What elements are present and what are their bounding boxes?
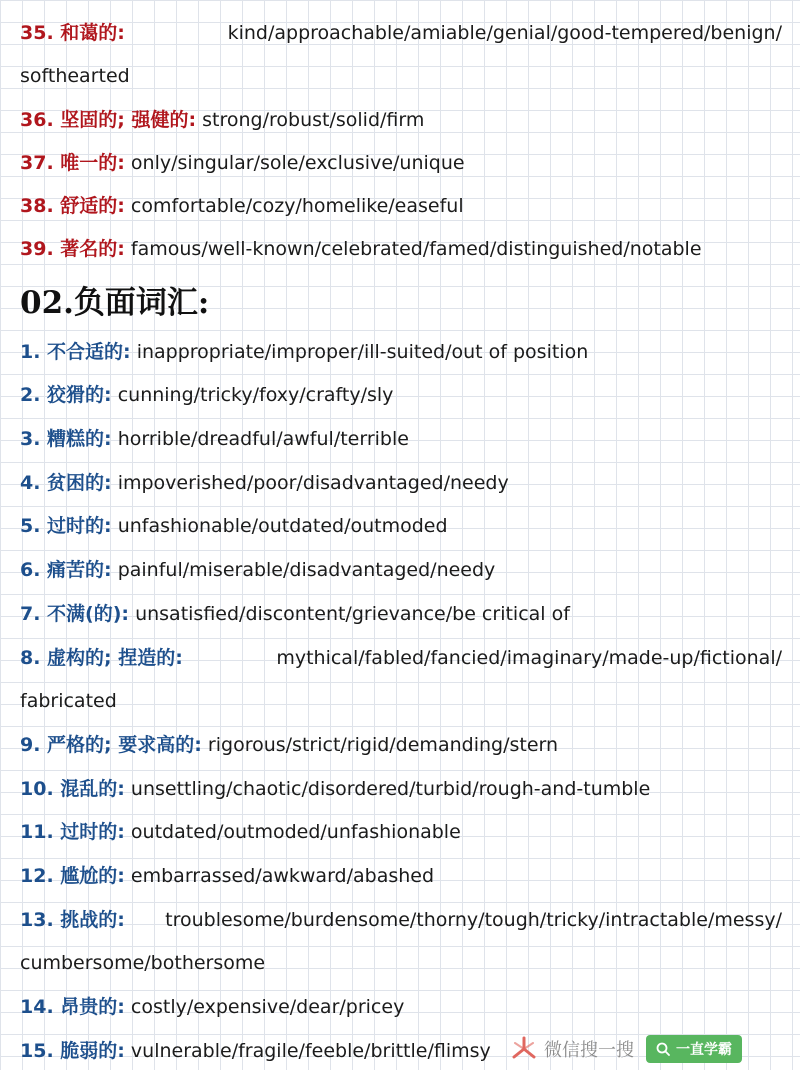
entry-words: costly/expensive/dear/pricey: [130, 996, 405, 1018]
entry-continuation: cumbersome/bothersome: [20, 952, 266, 974]
entry-words: horrible/dreadful/awful/terrible: [117, 428, 409, 450]
entry-words: only/singular/sole/exclusive/unique: [130, 152, 465, 174]
entry-words: strong/robust/solid/firm: [202, 109, 425, 131]
entry-label: 6. 痛苦的:: [20, 559, 112, 581]
negative-entry-3: [20, 428, 782, 450]
negative-entry-5: [20, 515, 782, 537]
positive-entry-35: [20, 22, 782, 87]
positive-entry-36: [20, 109, 782, 131]
entry-label: 14. 昂贵的:: [20, 996, 125, 1018]
positive-entry-39: [20, 238, 782, 260]
wechat-search-text: 微信搜一搜: [544, 1040, 634, 1061]
negative-entry-7: [20, 603, 782, 625]
negative-entry-13: [20, 909, 782, 974]
entry-label: 38. 舒适的:: [20, 195, 125, 217]
negative-entry-12: [20, 865, 782, 887]
negative-entry-6: [20, 559, 782, 581]
entry-words: painful/miserable/disadvantaged/needy: [117, 559, 496, 581]
entry-words: impoverished/poor/disadvantaged/needy: [117, 472, 509, 494]
entry-label: 10. 混乱的:: [20, 778, 125, 800]
section-heading: 02.负面词汇:: [20, 285, 210, 321]
entry-words: troublesome/burdensome/thorny/tough/tricky/intractable/messy/: [165, 909, 782, 931]
entry-label: 5. 过时的:: [20, 515, 112, 537]
entry-words: comfortable/cozy/homelike/easeful: [130, 195, 464, 217]
negative-entry-9: [20, 734, 782, 756]
entry-words: kind/approachable/amiable/genial/good-tempered/benign/: [227, 22, 782, 44]
negative-entry-14: [20, 996, 782, 1018]
entry-label: 1. 不合适的:: [20, 341, 131, 363]
entry-label: 37. 唯一的:: [20, 152, 125, 174]
entry-words: unsatisfied/discontent/grievance/be critical of: [135, 603, 570, 625]
entry-words: famous/well-known/celebrated/famed/distinguished/notable: [130, 238, 702, 260]
positive-entry-38: [20, 195, 782, 217]
negative-entry-8: [20, 647, 782, 712]
entry-label: 13. 挑战的:: [20, 909, 125, 931]
negative-entry-4: [20, 472, 782, 494]
negative-entry-11: [20, 821, 782, 843]
wechat-search-logo-icon: [510, 1035, 538, 1063]
entry-label: 11. 过时的:: [20, 821, 125, 843]
negative-entry-10: [20, 778, 782, 800]
search-icon: [656, 1042, 670, 1056]
entry-words: mythical/fabled/fancied/imaginary/made-up/fictional/: [276, 647, 782, 669]
entry-label: 35. 和蔼的:: [20, 22, 125, 44]
entry-words: inappropriate/improper/ill-suited/out of position: [136, 341, 589, 363]
entry-continuation: softhearted: [20, 65, 130, 87]
entry-label: 39. 著名的:: [20, 238, 125, 260]
entry-label: 12. 尴尬的:: [20, 865, 125, 887]
wechat-search-watermark: [510, 1032, 800, 1066]
search-badge[interactable]: [646, 1035, 742, 1063]
entry-continuation: fabricated: [20, 690, 117, 712]
entry-label: 36. 坚固的; 强健的:: [20, 109, 197, 131]
entry-words: unsettling/chaotic/disordered/turbid/rough-and-tumble: [130, 778, 651, 800]
entry-words: vulnerable/fragile/feeble/brittle/flimsy: [130, 1040, 491, 1062]
entry-words: cunning/tricky/foxy/crafty/sly: [117, 384, 394, 406]
entry-label: 7. 不满(的):: [20, 603, 130, 625]
negative-entry-1: [20, 341, 782, 363]
entry-label: 15. 脆弱的:: [20, 1040, 125, 1062]
entry-words: embarrassed/awkward/abashed: [130, 865, 435, 887]
entry-label: 8. 虚构的; 捏造的:: [20, 647, 183, 669]
entry-words: outdated/outmoded/unfashionable: [130, 821, 461, 843]
search-badge-text: 一直学霸: [676, 1042, 732, 1058]
entry-words: rigorous/strict/rigid/demanding/stern: [207, 734, 559, 756]
entry-label: 3. 糟糕的:: [20, 428, 112, 450]
entry-label: 9. 严格的; 要求高的:: [20, 734, 202, 756]
positive-entry-37: [20, 152, 782, 174]
entry-label: 4. 贫困的:: [20, 472, 112, 494]
negative-entry-2: [20, 384, 782, 406]
entry-label: 2. 狡猾的:: [20, 384, 112, 406]
entry-words: unfashionable/outdated/outmoded: [117, 515, 448, 537]
